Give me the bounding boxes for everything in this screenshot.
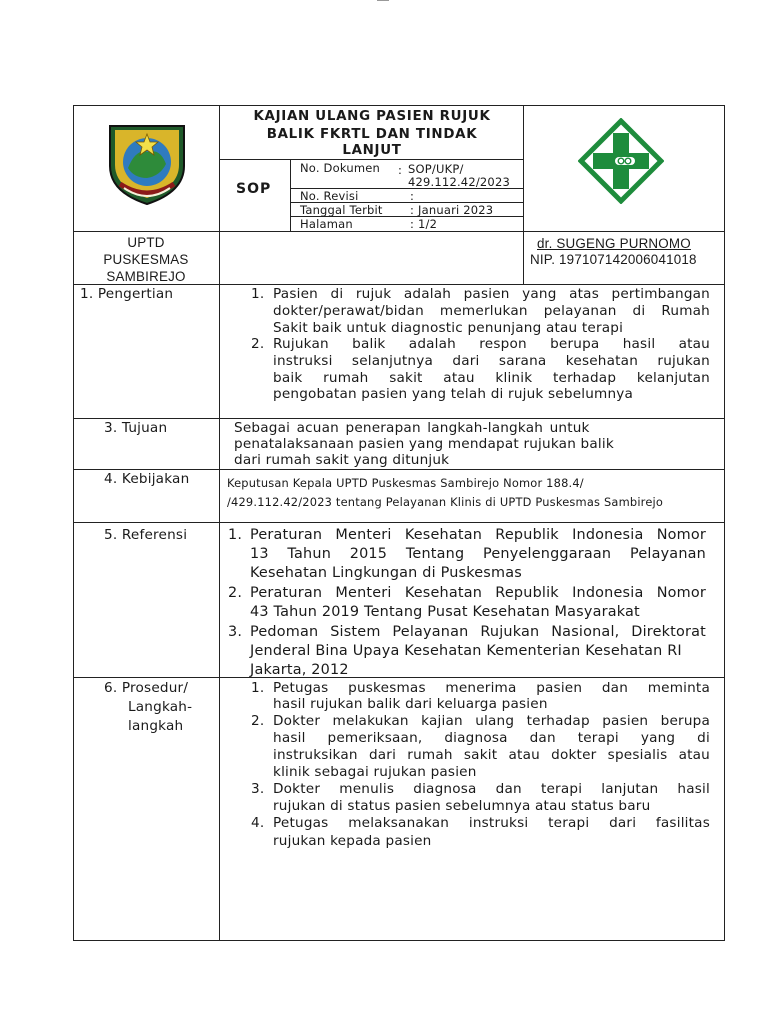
- referensi-item-1-line-1: Peraturan Menteri Kesehatan Republik Indonesia Nomor: [250, 527, 706, 543]
- document-title-line-2: BALIK FKRTL DAN TINDAK: [266, 127, 478, 142]
- prosedur-item-4-line-1: Petugas melaksanakan instruksi terapi dari fasilitas: [273, 815, 710, 831]
- section-label-referensi: 5. Referensi: [104, 527, 188, 543]
- section-label-prosedur-line-1: 6. Prosedur/: [104, 680, 189, 696]
- tujuan-line-2: penatalaksanaan pasien yang mendapat rujukan balik: [234, 436, 614, 452]
- pengertian-item-1-line-3: Sakit baik untuk diagnostic penunjang atau terapi: [273, 320, 624, 336]
- org-name-line-3: SAMBIREJO: [106, 269, 186, 284]
- section-label-prosedur-line-3: langkah: [128, 718, 184, 734]
- referensi-item-3-num: 3.: [228, 624, 243, 640]
- meta-value-no-dokumen-line-2: 429.112.42/2023: [408, 175, 510, 189]
- kebijakan-line-2: /429.112.42/2023 tentang Pelayanan Klinis di UPTD Puskesmas Sambirejo: [227, 495, 664, 509]
- referensi-item-1-line-2: 13 Tahun 2015 Tentang Penyelenggaraan Pelayanan: [250, 546, 706, 562]
- prosedur-item-2-line-2: hasil pemeriksaan, diagnosa dan terapi yang di: [273, 730, 710, 746]
- pengertian-item-1-line-2: dokter/perawat/bidan memerlukan pelayanan di Rumah: [273, 303, 710, 319]
- meta-label-tanggal-terbit: Tanggal Terbit: [300, 203, 383, 217]
- meta-value-no-dokumen: SOP/UKP/: [408, 162, 464, 176]
- meta-label-no-revisi: No. Revisi: [300, 189, 359, 203]
- tujuan-line-3: dari rumah sakit yang ditunjuk: [234, 452, 450, 468]
- org-name-line-1: UPTD: [127, 235, 165, 250]
- pengertian-item-1-line-1: Pasien di rujuk adalah pasien yang atas pertimbangan: [273, 286, 710, 302]
- referensi-item-1-num: 1.: [228, 527, 243, 543]
- section-label-pengertian: 1. Pengertian: [80, 286, 174, 302]
- section-label-prosedur-line-2: Langkah-: [128, 699, 193, 715]
- pengertian-item-2-line-3: baik rumah sakit atau klinik terhadap kelanjutan: [273, 370, 710, 386]
- meta-label-no-dokumen: No. Dokumen: [300, 161, 380, 175]
- prosedur-item-3-num: 3.: [251, 781, 265, 797]
- meta-label-halaman: Halaman: [300, 217, 353, 231]
- prosedur-item-4-line-2: rujukan kepada pasien: [273, 833, 432, 849]
- meta-value-tanggal-terbit: Januari 2023: [418, 203, 494, 217]
- document-title-line-3: LANJUT: [342, 143, 402, 158]
- top-mark: [377, 0, 389, 1]
- prosedur-item-1-line-1: Petugas puskesmas menerima pasien dan meminta: [273, 680, 710, 696]
- prosedur-item-1-num: 1.: [251, 680, 265, 696]
- meta-value-halaman: 1/2: [418, 217, 438, 231]
- prosedur-item-3-line-1: Dokter menulis diagnosa dan terapi lanjutan hasil: [273, 781, 710, 797]
- referensi-item-2-line-1: Peraturan Menteri Kesehatan Republik Indonesia Nomor: [250, 585, 706, 601]
- tujuan-line-1: Sebagai acuan penerapan langkah-langkah untuk: [234, 420, 590, 436]
- pengertian-item-2-line-2: instruksi selanjutnya dari sarana kesehatan rujukan: [273, 353, 710, 369]
- signer-name: dr. SUGENG PURNOMO: [537, 236, 691, 251]
- meta-sep-no-dokumen: :: [398, 163, 403, 177]
- signer-nip: NIP. 197107142006041018: [530, 252, 697, 267]
- referensi-item-1-line-3: Kesehatan Lingkungan di Puskesmas: [250, 565, 522, 581]
- meta-sep-tanggal-terbit: :: [410, 203, 415, 217]
- org-name-line-2: PUSKESMAS: [103, 252, 189, 267]
- prosedur-item-2-line-1: Dokter melakukan kajian ulang terhadap pasien berupa: [273, 713, 710, 729]
- prosedur-item-3-line-2: rujukan di status pasien sebelumnya atau status baru: [273, 798, 651, 814]
- meta-sep-no-revisi: :: [410, 189, 415, 203]
- meta-sep-halaman: :: [410, 217, 415, 231]
- sop-label: SOP: [236, 181, 272, 197]
- section-label-tujuan: 3. Tujuan: [104, 420, 168, 436]
- prosedur-item-1-line-2: hasil rujukan balik dari keluarga pasien: [273, 696, 548, 712]
- pengertian-item-2-line-4: pengobatan pasien yang telah di rujuk sebelumnya: [273, 386, 634, 402]
- puskesmas-cross-logo: [578, 118, 664, 204]
- section-label-kebijakan: 4. Kebijakan: [104, 471, 190, 487]
- pengertian-item-2-num: 2.: [251, 336, 265, 352]
- pengertian-item-2-line-1: Rujukan balik adalah respon berupa hasil atau: [273, 336, 710, 352]
- kebijakan-line-1: Keputusan Kepala UPTD Puskesmas Sambirejo Nomor 188.4/: [227, 476, 584, 490]
- prosedur-item-2-line-4: klinik sebagai rujukan pasien: [273, 764, 477, 780]
- regional-seal-logo: [104, 118, 190, 208]
- document-title-line-1: KAJIAN ULANG PASIEN RUJUK: [253, 109, 491, 124]
- referensi-item-2-line-2: 43 Tahun 2019 Tentang Pusat Kesehatan Masyarakat: [250, 604, 640, 620]
- referensi-item-2-num: 2.: [228, 585, 243, 601]
- referensi-item-3-line-1: Pedoman Sistem Pelayanan Rujukan Nasional, Direktorat: [250, 624, 706, 640]
- prosedur-item-2-line-3: instruksikan dari rumah sakit atau dokter spesialis atau: [273, 747, 710, 763]
- prosedur-item-2-num: 2.: [251, 713, 265, 729]
- prosedur-item-4-num: 4.: [251, 815, 265, 831]
- referensi-item-3-line-2: Jenderal Bina Upaya Kesehatan Kementerian Kesehatan RI: [250, 643, 682, 659]
- referensi-item-3-line-3: Jakarta, 2012: [250, 662, 349, 678]
- pengertian-item-1-num: 1.: [251, 286, 265, 302]
